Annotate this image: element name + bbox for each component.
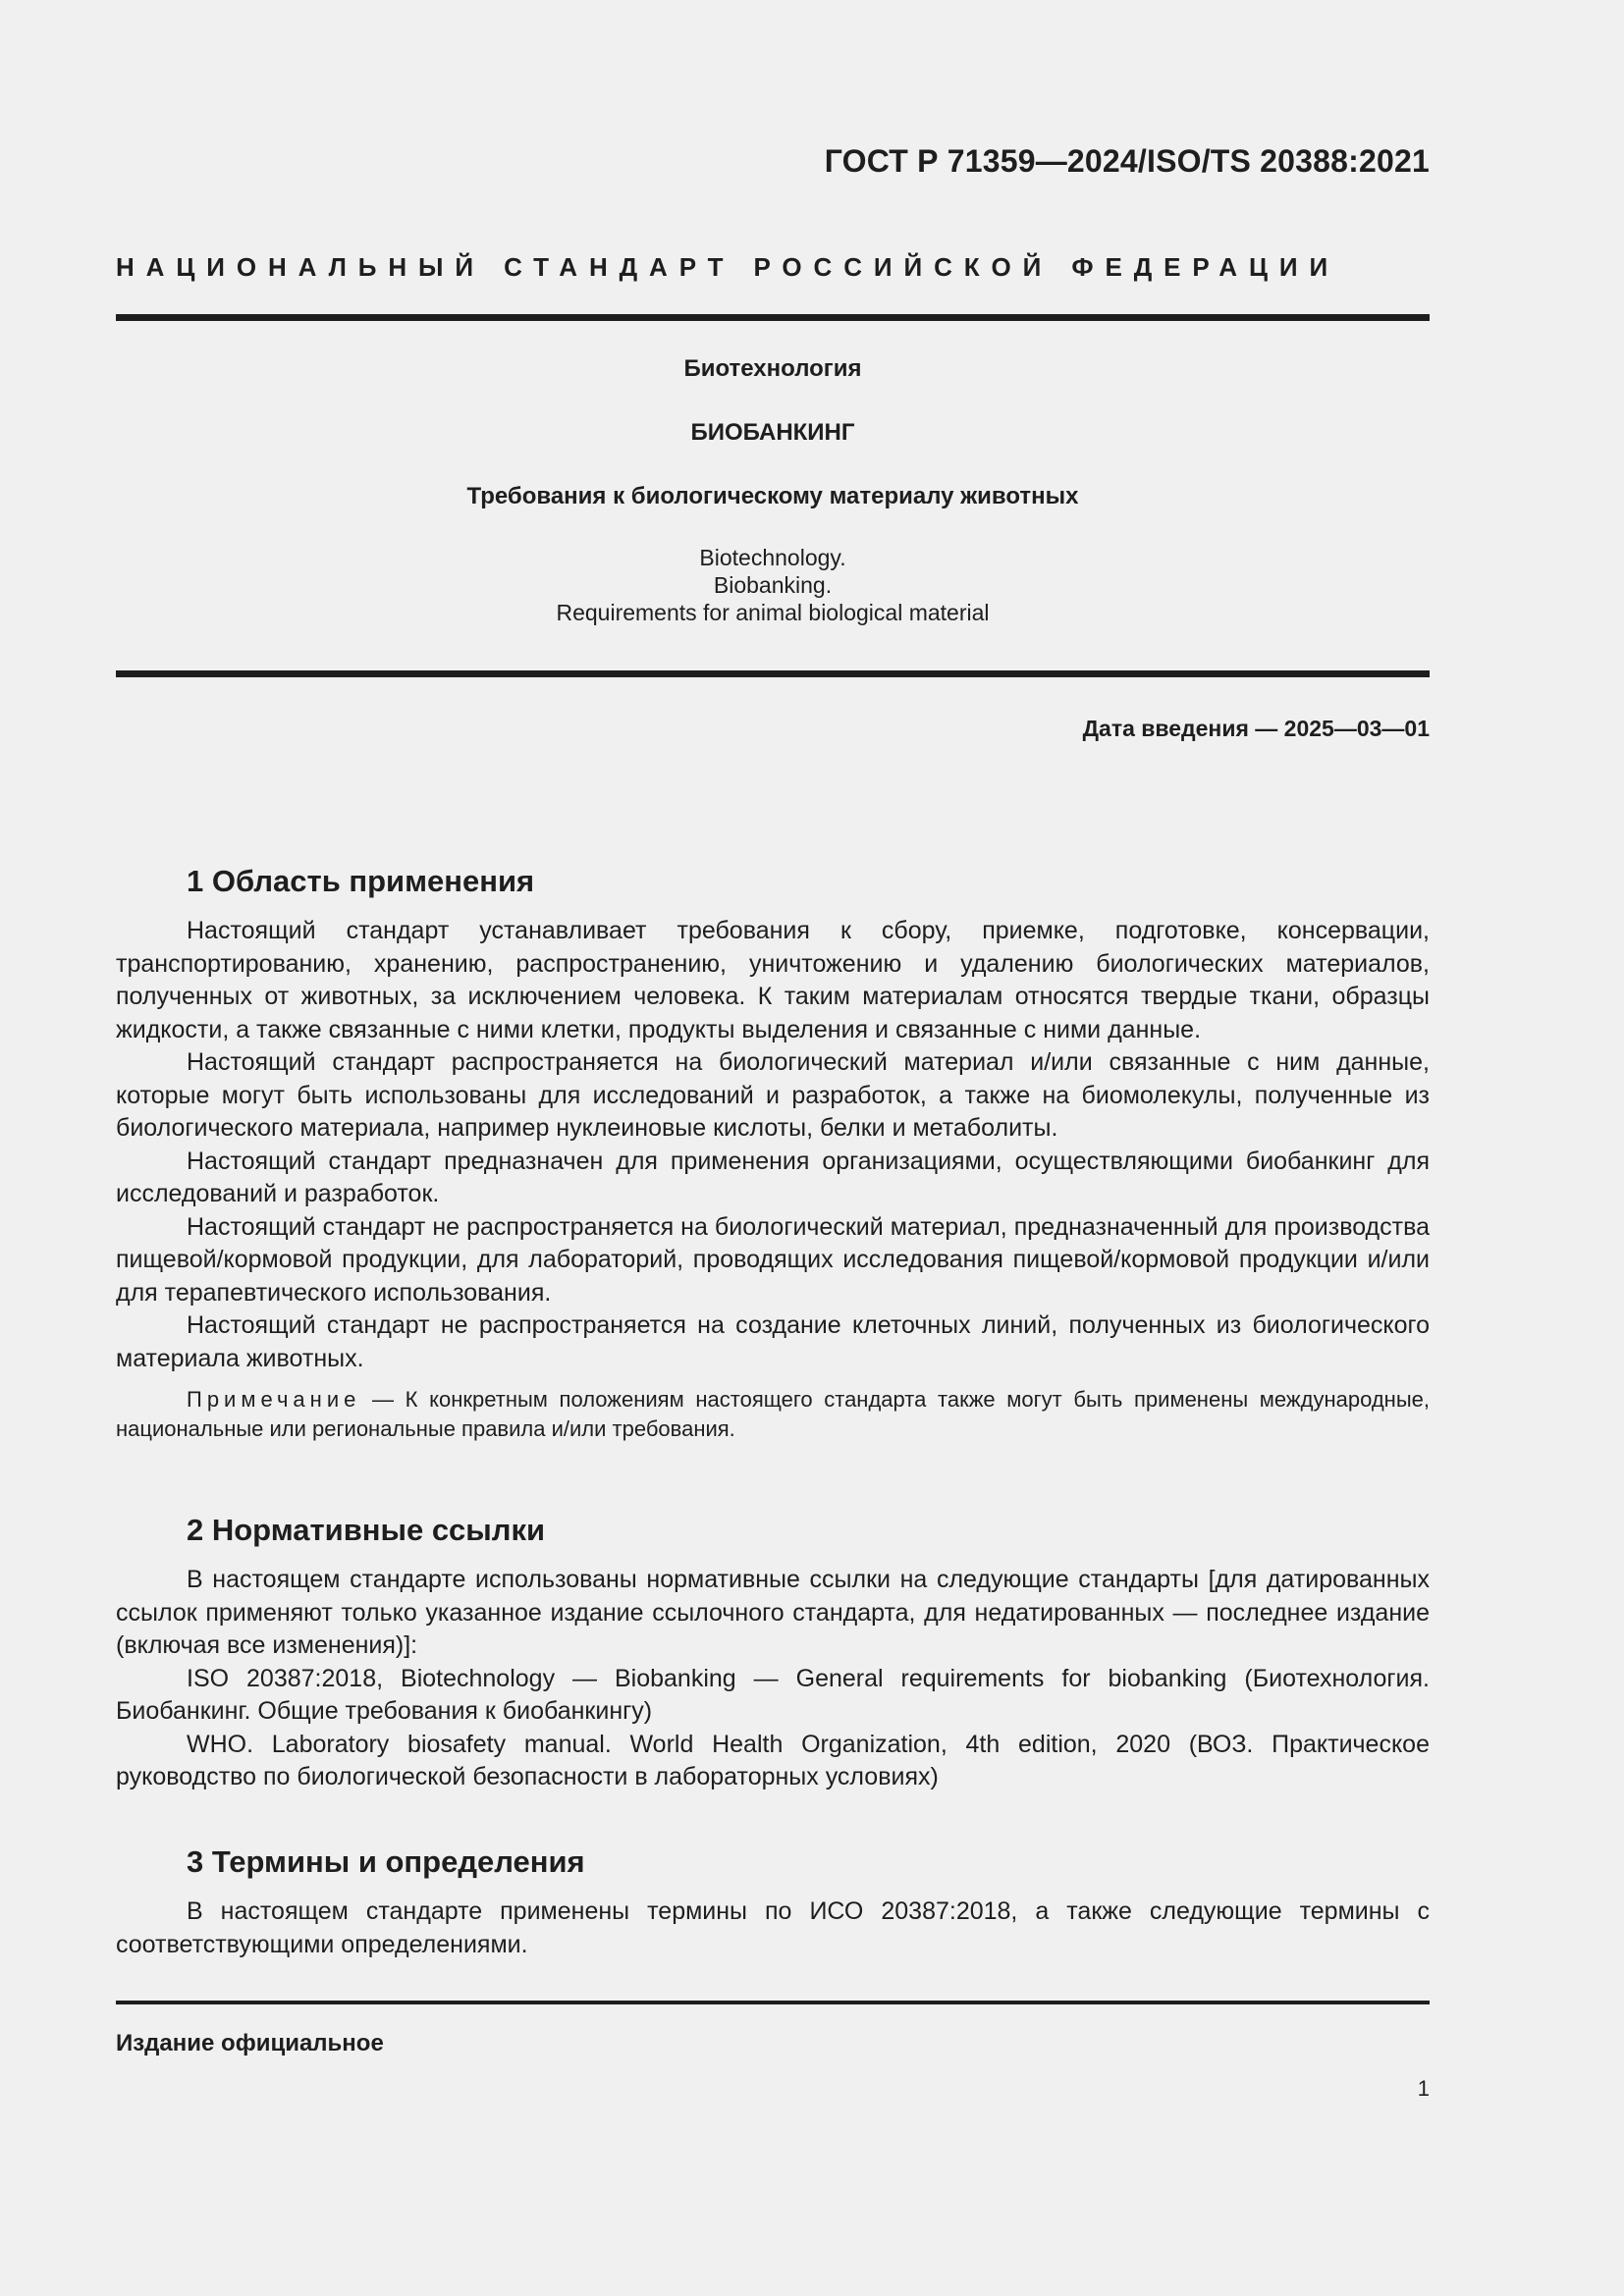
top-rule: [116, 314, 1430, 321]
note: [116, 1385, 1430, 1444]
paragraph: Настоящий стандарт распространяется на биологический материал и/или связанные с ним данные, которые могут быть использованы для исследований и разработок, а также на биомолекулы, полученные из биологического материала, например нуклеиновые кислоты, белки и метаболиты.: [116, 1048, 1430, 1142]
introduction-date: Дата введения — 2025—03—01: [1082, 716, 1430, 741]
title-main: БИОБАНКИНГ: [690, 419, 855, 446]
national-standard-banner: НАЦИОНАЛЬНЫЙ СТАНДАРТ РОССИЙСКОЙ ФЕДЕРАЦИИ: [116, 252, 1340, 282]
english-title-line: Requirements for animal biological material: [556, 600, 990, 625]
paragraph: В настоящем стандарте использованы нормативные ссылки на следующие стандарты [для датированных ссылок применяют только указанное издание ссылочного стандарта, для недатированных — последнее издание (включая все изменения)]:: [116, 1566, 1430, 1659]
title-sub: Требования к биологическому материалу животных: [466, 483, 1079, 509]
paragraph: Настоящий стандарт не распространяется на биологический материал, предназначенный для производства пищевой/кормовой продукции, для лабораторий, проводящих исследования пищевой/кормовой продукции и/или для терапевтического использования.: [116, 1212, 1430, 1307]
paragraph: Настоящий стандарт устанавливает требования к сбору, приемке, подготовке, консервации, транспортированию, хранению, распространению, уничтожению и удалению биологических материалов, полученных от животных, за исключением человека. К таким материалам относятся твердые ткани, образцы жидкости, а также связанные с ними клетки, продукты выделения и связанные с ними данные.: [116, 917, 1430, 1043]
paragraph: В настоящем стандарте применены термины по ИСО 20387:2018, а также следующие термины с соответствующими определениями.: [116, 1897, 1430, 1958]
section-normative-references: [116, 1513, 1430, 1794]
english-title: [116, 544, 1430, 626]
section-heading: 2 Нормативные ссылки: [187, 1513, 546, 1547]
page-number: 1: [1417, 2076, 1430, 2101]
note-text: — К конкретным положениям настоящего стандарта также могут быть применены международные, национальные или региональные правила и/или требования.: [116, 1387, 1430, 1441]
english-title-line: Biobanking.: [713, 572, 833, 598]
section-heading: 1 Область применения: [187, 864, 535, 898]
english-title-line: Biotechnology.: [699, 545, 846, 570]
document-page: [116, 0, 1430, 2296]
paragraph: Настоящий стандарт предназначен для применения организациями, осуществляющими биобанкинг для исследований и разработок.: [116, 1147, 1430, 1207]
document-code: ГОСТ Р 71359—2024/ISO/TS 20388:2021: [824, 143, 1430, 179]
footer-rule: [116, 2001, 1430, 2004]
section-terms-definitions: [116, 1844, 1430, 1961]
title-bottom-rule: [116, 670, 1430, 677]
paragraph: Настоящий стандарт не распространяется на создание клеточных линий, полученных из биологического материала животных.: [116, 1311, 1430, 1372]
note-label: Примечание: [187, 1387, 361, 1412]
section-heading: 3 Термины и определения: [187, 1844, 585, 1879]
official-edition-label: Издание официальное: [116, 2030, 384, 2056]
paragraph: WHO. Laboratory biosafety manual. World Health Organization, 4th edition, 2020 (ВОЗ. Практическое руководство по биологической безопасности в лабораторных условиях): [116, 1730, 1430, 1790]
section-scope: [116, 864, 1430, 1444]
paragraph: ISO 20387:2018, Biotechnology — Biobanking — General requirements for biobanking (Биотехнология. Биобанкинг. Общие требования к биобанкингу): [116, 1664, 1430, 1725]
title-field: Биотехнология: [683, 355, 862, 382]
